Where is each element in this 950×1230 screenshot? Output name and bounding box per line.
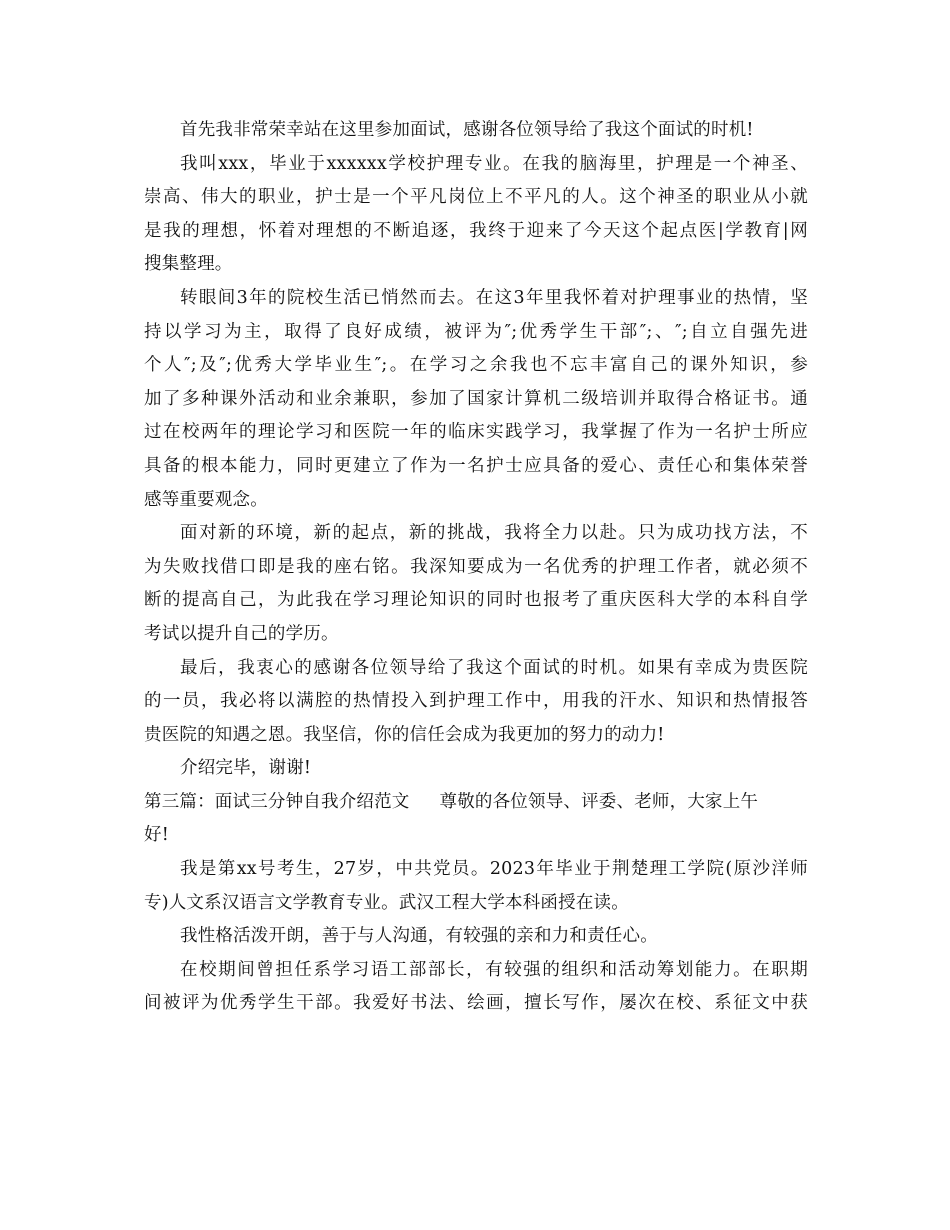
paragraph-line: 为失败找借口即是我的座右铭。我深知要成为一名优秀的护理工作者，就必须不 (144, 556, 808, 577)
paragraph-line: 断的提高自己，为此我在学习理论知识的同时也报考了重庆医科大学的本科自学 (144, 590, 808, 611)
paragraph-line: 个人″;及″;优秀大学毕业生″;。在学习之余我也不忘丰富自己的课外知识，参 (144, 355, 808, 376)
paragraph-line: 好! (144, 825, 169, 846)
greeting-text: 尊敬的各位领导、评委、老师，大家上午 (439, 791, 759, 812)
paragraph-line: 持以学习为主，取得了良好成绩，被评为″;优秀学生干部″;、″;自立自强先进 (144, 321, 808, 342)
paragraph-line: 搜集整理。 (144, 254, 233, 275)
paragraph-line: 的一员，我必将以满腔的热情投入到护理工作中，用我的汗水、知识和热情报答 (144, 691, 808, 712)
paragraph-line: 我叫xxx，毕业于xxxxxx学校护理专业。在我的脑海里，护理是一个神圣、 (180, 153, 808, 174)
paragraph-line: 面对新的环境，新的起点，新的挑战，我将全力以赴。只为成功找方法，不 (180, 523, 808, 544)
paragraph-line: 介绍完毕，谢谢! (180, 758, 312, 779)
paragraph-line: 最后，我衷心的感谢各位领导给了我这个面试的时机。如果有幸成为贵医院 (180, 657, 808, 678)
paragraph-line: 间被评为优秀学生干部。我爱好书法、绘画，擅长写作，屡次在校、系征文中获 (144, 993, 808, 1014)
paragraph-line: 我性格活泼开朗，善于与人沟通，有较强的亲和力和责任心。 (180, 926, 658, 947)
paragraph-line: 考试以提升自己的学历。 (144, 623, 339, 644)
paragraph-line: 在校期间曾担任系学习语工部部长，有较强的组织和活动筹划能力。在职期 (180, 959, 808, 980)
section-heading: 第三篇：面试三分钟自我介绍范文 (144, 791, 410, 812)
paragraph-line: 过在校两年的理论学习和医院一年的临床实践学习，我掌握了作为一名护士所应 (144, 422, 808, 443)
paragraph-line: 具备的根本能力，同时更建立了作为一名护士应具备的爱心、责任心和集体荣誉 (144, 455, 808, 476)
paragraph-line: 加了多种课外活动和业余兼职，参加了国家计算机二级培训并取得合格证书。通 (144, 388, 808, 409)
paragraph-line: 贵医院的知遇之恩。我坚信，你的信任会成为我更加的努力的动力! (144, 724, 665, 745)
paragraph-line: 是我的理想，怀着对理想的不断追逐，我终于迎来了今天这个起点医|学教育|网 (144, 220, 808, 241)
section-heading-line (144, 786, 808, 820)
paragraph-line: 转眼间3年的院校生活已悄然而去。在这3年里我怀着对护理事业的热情，坚 (180, 287, 808, 308)
paragraph-line: 崇高、伟大的职业，护士是一个平凡岗位上不平凡的人。这个神圣的职业从小就 (144, 187, 808, 208)
document-body (144, 114, 808, 1021)
paragraph-line: 我是第xx号考生，27岁，中共党员。2023年毕业于荆楚理工学院(原沙洋师 (180, 859, 808, 880)
paragraph-line: 专)人文系汉语言文学教育专业。武汉工程大学本科函授在读。 (144, 892, 629, 913)
paragraph-line: 感等重要观念。 (144, 489, 268, 510)
paragraph-line: 首先我非常荣幸站在这里参加面试，感谢各位领导给了我这个面试的时机! (180, 120, 754, 140)
